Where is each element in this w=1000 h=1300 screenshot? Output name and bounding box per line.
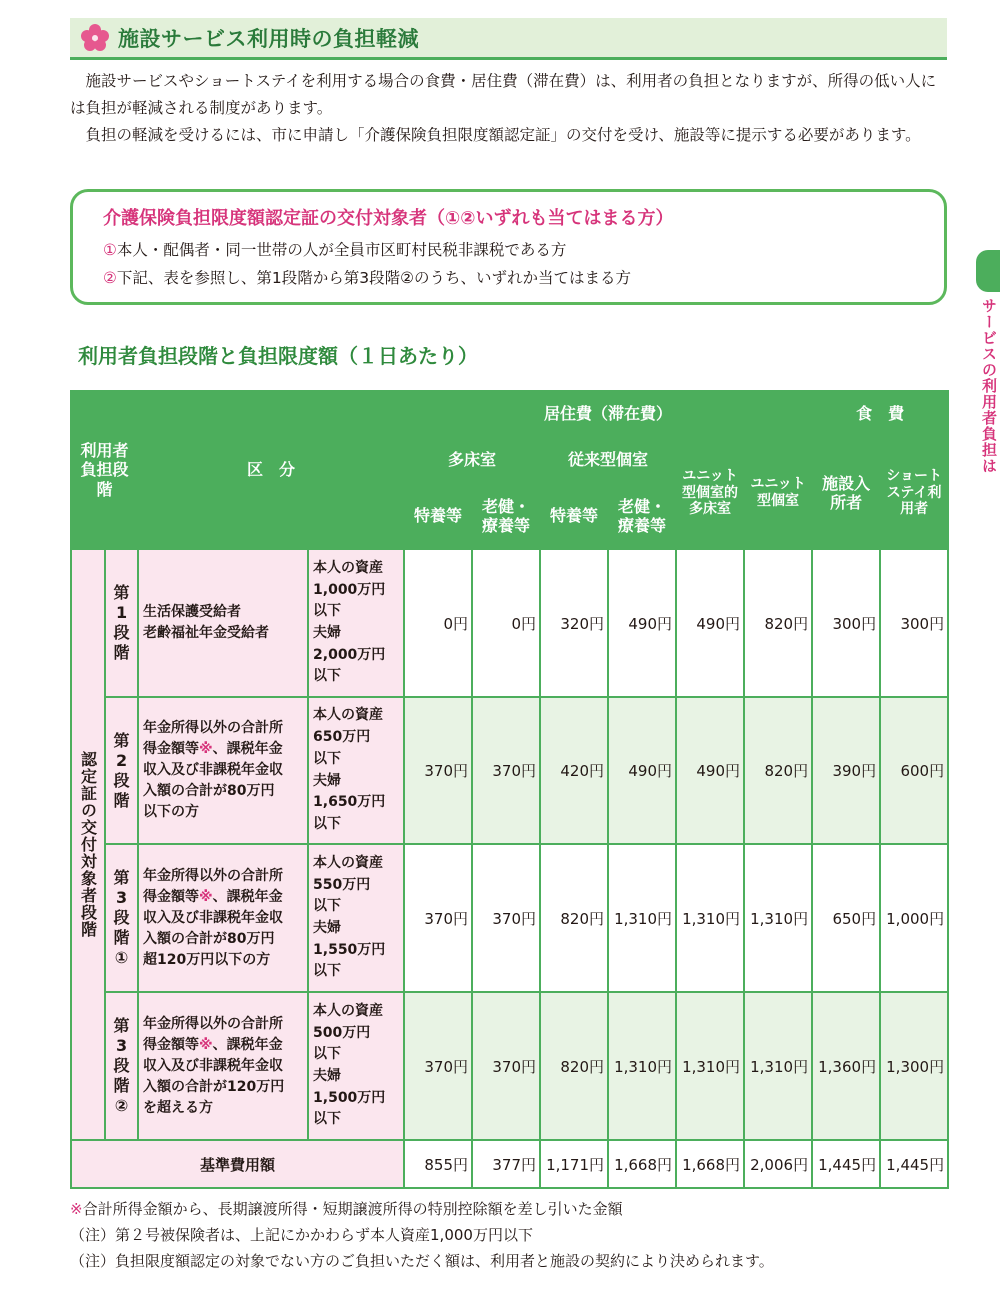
header-short-stay: ショートステイ利用者 <box>880 437 948 549</box>
table-cell: 820円 <box>540 844 608 992</box>
table-cell: 490円 <box>676 549 744 697</box>
eligibility-number: ② <box>103 269 117 287</box>
header-special: 特養等 <box>540 483 608 549</box>
table-cell: 1,171円 <box>540 1140 608 1188</box>
footnote: ※合計所得金額から、長期譲渡所得・短期譲渡所得の特別控除額を差し引いた金額 <box>70 1200 623 1218</box>
intro-text <box>70 68 950 149</box>
footnote: （注）負担限度額認定の対象でない方のご負担いただく額は、利用者と施設の契約により決められます。 <box>70 1252 774 1270</box>
table-cell: 370円 <box>404 844 472 992</box>
table-cell: 370円 <box>472 992 540 1140</box>
header-stage: 利用者負担段階 <box>71 391 138 549</box>
side-tab-label: サービスの利用者負担は <box>980 298 998 474</box>
header-residence: 居住費（滞在費） <box>404 391 812 437</box>
header-unit-multi: ユニット型個室的多床室 <box>676 437 744 549</box>
table-cell: 370円 <box>404 992 472 1140</box>
table-cell: 1,310円 <box>676 844 744 992</box>
qualification: 年金所得以外の合計所 得金額等※、課税年金 収入及び非課税年金収 入額の合計が80万円 以下の方 <box>138 697 308 844</box>
side-tab <box>976 250 1000 292</box>
header-category: 区 分 <box>138 391 404 549</box>
table-row <box>71 697 948 844</box>
table-cell: 490円 <box>608 697 676 844</box>
header-multi-bed: 多床室 <box>404 437 540 483</box>
table-cell: 390円 <box>812 697 880 844</box>
eligibility-box <box>70 189 947 305</box>
asset-limit: 本人の資産 500万円 以下 夫婦 1,500万円 以下 <box>308 992 404 1140</box>
table-cell: 600円 <box>880 697 948 844</box>
intro-paragraph: 負担の軽減を受けるには、市に申請し「介護保険負担限度額認定証」の交付を受け、施設等に提示する必要があります。 <box>85 126 921 144</box>
table-cell: 370円 <box>472 844 540 992</box>
table-cell: 490円 <box>608 549 676 697</box>
stage-label: 第 3 段 階 ② <box>105 992 138 1140</box>
asset-limit: 本人の資産 1,000万円 以下 夫婦 2,000万円 以下 <box>308 549 404 697</box>
table-cell: 1,668円 <box>608 1140 676 1188</box>
group-label: 認定証の交付対象者段階 <box>71 549 105 1140</box>
header-special: 特養等 <box>404 483 472 549</box>
table-cell: 2,006円 <box>744 1140 812 1188</box>
eligibility-text: 下記、表を参照し、第1段階から第3段階②のうち、いずれか当てはまる方 <box>116 269 632 287</box>
eligibility-text: 本人・配偶者・同一世帯の人が全員市区町村民税非課税である方 <box>116 241 567 259</box>
table-cell: 855円 <box>404 1140 472 1188</box>
eligibility-item <box>103 236 914 264</box>
eligibility-item <box>103 264 914 292</box>
table-row <box>71 992 948 1140</box>
qualification: 生活保護受給者 老齢福祉年金受給者 <box>138 549 308 697</box>
table-cell: 420円 <box>540 697 608 844</box>
table-cell: 490円 <box>676 697 744 844</box>
page-title: 施設サービス利用時の負担軽減 <box>118 26 419 51</box>
header-facility-resident: 施設入所者 <box>812 437 880 549</box>
qualification: 年金所得以外の合計所 得金額等※、課税年金 収入及び非課税年金収 入額の合計が80万円 超120万円以下の方 <box>138 844 308 992</box>
table-cell: 300円 <box>880 549 948 697</box>
table-cell: 1,300円 <box>880 992 948 1140</box>
asset-limit: 本人の資産 650万円 以下 夫婦 1,650万円 以下 <box>308 697 404 844</box>
table-cell: 1,445円 <box>880 1140 948 1188</box>
header-food: 食 費 <box>812 391 948 437</box>
table-cell: 820円 <box>744 697 812 844</box>
header-conventional-private: 従来型個室 <box>540 437 676 483</box>
table-cell: 1,000円 <box>880 844 948 992</box>
table-row <box>71 844 948 992</box>
table-cell: 650円 <box>812 844 880 992</box>
stage-label: 第 2 段 階 <box>105 697 138 844</box>
table-cell: 0円 <box>404 549 472 697</box>
burden-limit-table <box>70 390 949 1189</box>
flower-icon <box>80 23 110 53</box>
table-cell: 1,445円 <box>812 1140 880 1188</box>
table-cell: 370円 <box>404 697 472 844</box>
stage-label: 第 1 段 階 <box>105 549 138 697</box>
table-cell: 0円 <box>472 549 540 697</box>
table-cell: 1,668円 <box>676 1140 744 1188</box>
eligibility-number: ① <box>103 241 117 259</box>
table-cell: 377円 <box>472 1140 540 1188</box>
footnotes <box>70 1196 970 1274</box>
table-cell: 1,310円 <box>744 844 812 992</box>
eligibility-title: 介護保険負担限度額認定証の交付対象者（①②いずれも当てはまる方） <box>103 208 674 229</box>
table-cell: 1,310円 <box>608 992 676 1140</box>
table-cell: 820円 <box>540 992 608 1140</box>
table-cell: 820円 <box>744 549 812 697</box>
intro-paragraph: 施設サービスやショートステイを利用する場合の食費・居住費（滞在費）は、利用者の負担となりますが、所得の低い人には負担が軽減される制度があります。 <box>70 72 937 117</box>
asset-limit: 本人の資産 550万円 以下 夫婦 1,550万円 以下 <box>308 844 404 992</box>
standard-cost-row <box>71 1140 948 1188</box>
section-header <box>70 18 947 60</box>
table-row <box>71 549 948 697</box>
header-geriatric: 老健・療養等 <box>472 483 540 549</box>
table-cell: 370円 <box>472 697 540 844</box>
table-cell: 1,310円 <box>608 844 676 992</box>
footnote: （注）第２号被保険者は、上記にかかわらず本人資産1,000万円以下 <box>70 1226 533 1244</box>
table-cell: 1,310円 <box>676 992 744 1140</box>
table-cell: 1,360円 <box>812 992 880 1140</box>
table-cell: 300円 <box>812 549 880 697</box>
stage-label: 第 3 段 階 ① <box>105 844 138 992</box>
table-cell: 1,310円 <box>744 992 812 1140</box>
header-geriatric: 老健・療養等 <box>608 483 676 549</box>
header-unit-private: ユニット型個室 <box>744 437 812 549</box>
table-cell: 320円 <box>540 549 608 697</box>
qualification: 年金所得以外の合計所 得金額等※、課税年金 収入及び非課税年金収 入額の合計が120万円 を超える方 <box>138 992 308 1140</box>
table-title: 利用者負担段階と負担限度額（１日あたり） <box>78 344 478 368</box>
standard-cost-label: 基準費用額 <box>71 1140 404 1188</box>
